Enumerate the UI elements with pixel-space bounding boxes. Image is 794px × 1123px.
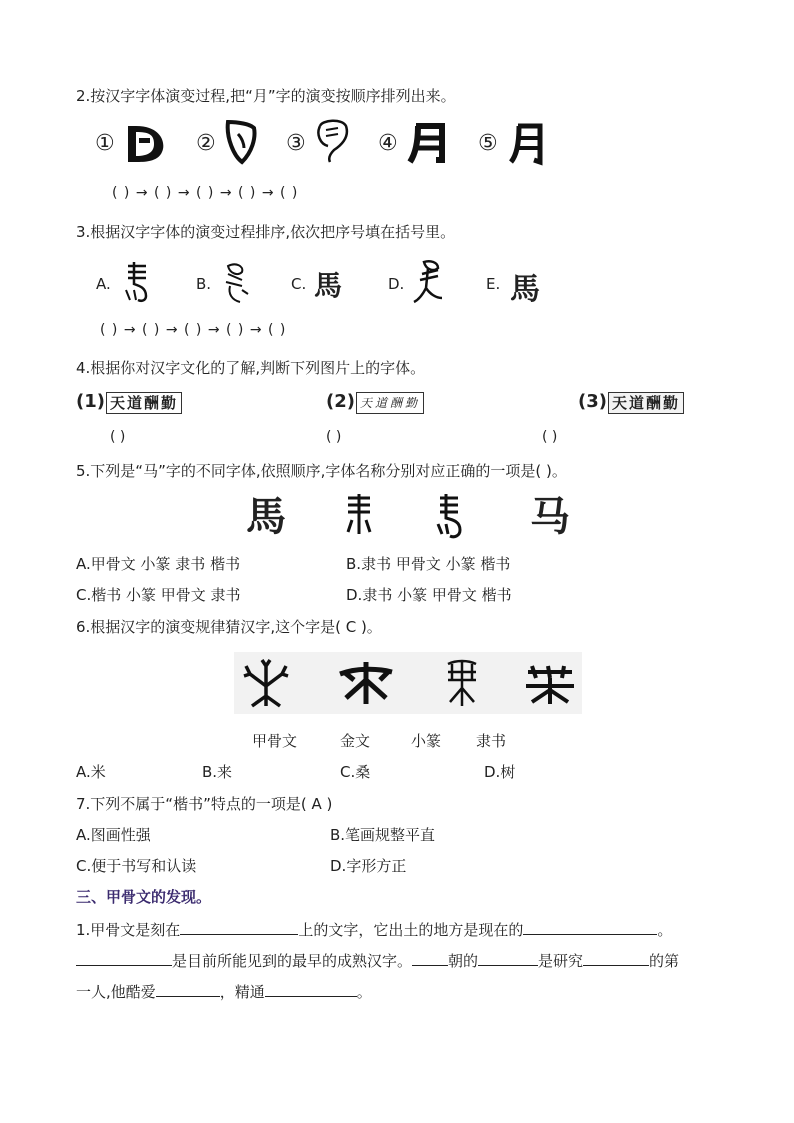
sang-bronze-glyph-icon [336,658,396,708]
q5-option-d-key: D. [346,586,363,604]
q5-option-d-text: 隶书 小篆 甲骨文 楷书 [362,586,512,604]
q5-stem: 5.下列是“马”字的不同字体,依照顺序,字体名称分别对应正确的一项是( )。 [76,462,567,480]
section3-line3 [76,980,372,1002]
q4-answer-3[interactable]: ( ) [542,429,558,445]
s3-l1-c: 。 [657,921,673,939]
blank-person[interactable] [478,949,538,966]
q6-option-b[interactable]: B.来 [202,763,233,781]
q6-caption-oracle: 甲骨文 [252,732,298,750]
q7-stem: 7.下列不属于“楷书”特点的一项是( A ) [76,795,333,813]
q3-label-e: E. [486,275,501,293]
q5-glyph-kai: 马 [530,493,570,540]
ma-small-seal-glyph-icon [120,260,154,304]
q4-answer-2[interactable]: ( ) [326,429,342,445]
q2-stem: 2.按汉字字体演变过程,把“月”字的演变按顺序排列出来。 [76,87,456,105]
q5-option-c-key: C. [76,586,92,604]
q6-option-d[interactable]: D.树 [484,763,516,781]
ma-oracle-glyph-2-icon [432,492,466,540]
yue-glyph-2-icon [222,118,260,166]
s3-l1-a: 1.甲骨文是刻在 [76,921,181,939]
q5-option-d[interactable] [346,585,512,605]
section3-line1 [76,918,672,940]
q4-item2-image: 天道酬勤 [356,392,424,414]
q2-label-4: ④ [378,131,398,156]
blank-expertise[interactable] [265,980,357,997]
ma-small-seal-glyph-2-icon [342,492,376,540]
sang-small-seal-glyph-icon [442,656,482,710]
q3-glyph-e: 馬 [510,272,540,307]
blank-oracle-material[interactable] [180,918,298,935]
q5-option-a[interactable] [76,554,240,574]
q4-item3-image: 天道酬勤 [608,392,684,414]
ma-bronze-glyph-icon [218,260,250,306]
s3-l2-b: 朝的 [448,952,479,970]
blank-excavation-place[interactable] [523,918,657,935]
q4-stem: 4.根据你对汉字文化的了解,判断下列图片上的字体。 [76,359,426,377]
q4-answer-1[interactable]: ( ) [110,429,126,445]
q5-option-a-text: 甲骨文 小篆 隶书 楷书 [90,555,241,573]
q2-label-5: ⑤ [478,131,498,156]
q5-option-c[interactable] [76,585,241,605]
q2-label-1: ① [95,131,115,156]
q3-label-c: C. [291,275,307,293]
s3-l2-d: 的第 [649,952,680,970]
q7-option-d[interactable]: D.字形方正 [330,857,407,875]
yue-glyph-3-icon [312,116,352,166]
q5-option-a-key: A. [76,555,91,573]
q7-option-c[interactable]: C.便于书写和认读 [76,857,197,875]
blank-dynasty[interactable] [412,949,448,966]
yue-glyph-4-icon [406,120,454,166]
q6-option-c[interactable]: C.桑 [340,763,371,781]
section3-line2 [76,949,679,971]
q5-glyph-li: 馬 [246,493,286,540]
q6-caption-seal: 小篆 [411,732,442,750]
q5-option-b-key: B. [346,555,362,573]
q6-stem: 6.根据汉字的演变规律猜汉字,这个字是( C )。 [76,618,382,636]
sang-clerical-glyph-icon [522,662,578,706]
q6-option-a[interactable]: A.米 [76,763,106,781]
s3-l2-c: 是研究 [538,952,584,970]
blank-research-subject[interactable] [583,949,649,966]
q5-option-c-text: 楷书 小篆 甲骨文 隶书 [91,586,241,604]
yue-glyph-5-icon [506,120,550,166]
q4-item3-label: (3) [578,391,607,412]
q3-glyph-c: 馬 [314,269,343,302]
q2-label-3: ③ [286,131,306,156]
q3-label-a: A. [96,275,111,293]
q3-label-d: D. [388,275,405,293]
q3-label-b: B. [196,275,212,293]
q4-item2-label: (2) [326,391,355,412]
q7-option-a[interactable]: A.图画性强 [76,826,151,844]
ma-oracle-glyph-icon [410,258,446,306]
section3-title: 三、甲骨文的发现。 [76,888,212,906]
q3-stem: 3.根据汉字字体的演变过程排序,依次把序号填在括号里。 [76,223,456,241]
q2-label-2: ② [196,131,216,156]
blank-hobby[interactable] [156,980,220,997]
blank-earliest-script[interactable] [76,949,172,966]
q4-item1-label: (1) [76,391,105,412]
q6-caption-bronze: 金文 [340,732,371,750]
q3-answer-line[interactable]: ( ) → ( ) → ( ) → ( ) → ( ) [100,322,286,338]
q7-option-b[interactable]: B.笔画规整平直 [330,826,436,844]
q2-answer-line[interactable]: ( ) → ( ) → ( ) → ( ) → ( ) [112,185,298,201]
q5-option-b-text: 隶书 甲骨文 小篆 楷书 [361,555,511,573]
q4-item1-image: 天道酬勤 [106,392,182,414]
s3-l2-a: 是目前所能见到的最早的成熟汉字。 [172,952,413,970]
s3-l3-a: 一人,他酷爱 [76,983,156,1001]
s3-l1-b: 上的文字，它出土的地方是现在的 [298,921,524,939]
s3-l3-c: 。 [356,983,372,1001]
q6-caption-clerical: 隶书 [476,732,507,750]
s3-l3-b: ，精通 [219,983,265,1001]
yue-glyph-1-icon [122,122,170,166]
sang-oracle-glyph-icon [240,656,292,710]
q5-option-b[interactable] [346,554,510,574]
